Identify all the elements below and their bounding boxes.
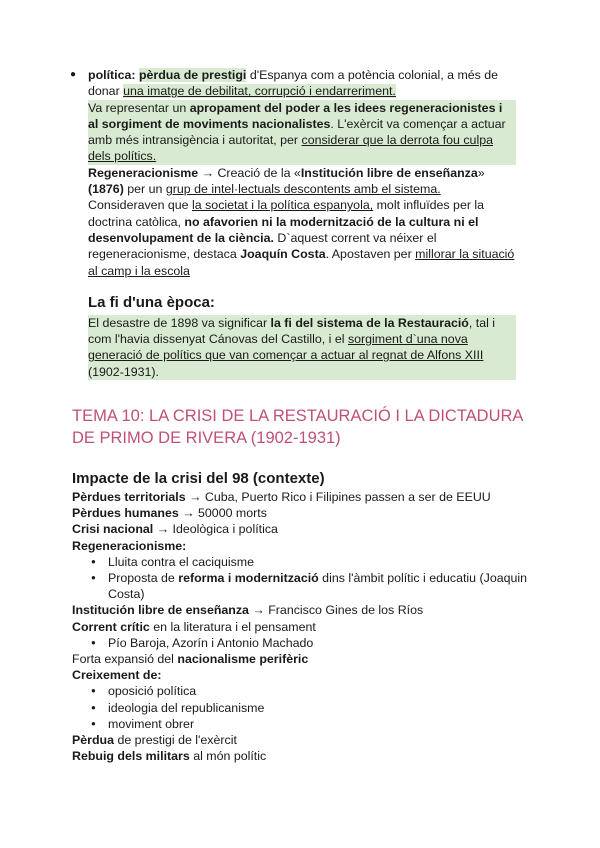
text-bold: Regeneracionisme:: [72, 538, 187, 553]
text-bold: Joaquín Costa: [240, 247, 326, 262]
text-underline: considerar que la derrota fou culpa dels polítics.: [88, 133, 493, 164]
line-perdua: [72, 732, 542, 748]
section-title: Impacte de la crisi del 98 (contexte): [72, 470, 325, 487]
text-bold: Rebuig dels militars: [72, 749, 190, 764]
text-underline: una imatge de debilitat, corrupció i endarreriment.: [123, 84, 396, 99]
section-impacte: [72, 470, 542, 764]
list-item: ● moviment obrer: [108, 716, 542, 732]
text: al món polític: [189, 749, 267, 764]
bullet-icon: ●: [70, 69, 77, 80]
top-notes: [70, 67, 516, 380]
text: d'Espanya com a potència colonial, a més de donar: [88, 68, 499, 99]
line-regeneracionisme: [72, 538, 542, 554]
text-bold: nacionalisme perifèric: [177, 652, 309, 667]
label-politica: política:: [88, 68, 139, 82]
text: → Ideològica i política: [153, 522, 278, 537]
text: → Creació de la «: [198, 165, 301, 180]
text-bold: no afavorien ni la modernització de la cultura ni el desenvolupament de la ciència.: [88, 214, 479, 245]
text: Proposta de: [108, 571, 179, 586]
text-underline: millorar la situació al camp i la escola: [88, 247, 515, 278]
text-underline: la societat i la política espanyola,: [192, 198, 374, 213]
paragraph-regeneracionisme: [88, 165, 516, 279]
list-item: [108, 570, 542, 602]
text-bold: Corrent crític: [72, 619, 150, 634]
text: . Apostaven per: [325, 247, 416, 262]
text: (1902-1931).: [88, 364, 159, 379]
list-item: ● Pío Baroja, Azorín i Antonio Machado: [108, 635, 542, 651]
text: de prestigi de l'exèrcit: [114, 733, 237, 748]
list-item: ● Lluita contra el caciquisme: [108, 554, 542, 570]
text: . L'exèrcit va començar a actuar amb més intransigència i autoritat, per: [88, 116, 506, 148]
text-underline: sorgiment d`una nova generació de polítics que van començar a actuar al regnat de Alfons XIII: [88, 332, 484, 363]
line-institucion: [72, 602, 542, 618]
line-perdues-humanes: [72, 505, 542, 521]
line-rebuig: [72, 748, 542, 764]
text-bold: Regeneracionisme: [88, 165, 199, 180]
line-corrent-critic: [72, 619, 542, 635]
text-bold: Institución libre de enseñanza: [300, 165, 478, 180]
list-regeneracionisme: [72, 554, 542, 603]
text: molt influïdes per la doctrina catòlica,: [88, 198, 485, 229]
text: D`aquest corrent va néixer el regeneracionisme, destaca: [88, 230, 437, 262]
text: Forta expansió del: [72, 652, 178, 667]
text: → 50000 morts: [178, 506, 267, 521]
line-creixement: [72, 667, 542, 683]
bullet-paragraph: [70, 67, 516, 100]
text-bold: Creixement de:: [72, 668, 162, 683]
list-corrent: [72, 635, 542, 651]
text: Consideraven que: [88, 198, 193, 213]
text-bold: Pèrdua: [72, 733, 115, 748]
text: dins l'àmbit polític i educatiu (Joaquin Costa): [108, 571, 528, 602]
text-bold: Crisi nacional: [72, 522, 154, 537]
text: → Cuba, Puerto Rico i Filipines passen a ser de EEUU: [185, 490, 491, 504]
text: El desastre de 1898 va significar: [88, 315, 271, 330]
list-creixement: [72, 683, 542, 732]
line-nacionalisme: [72, 651, 542, 667]
heading-fi-epoca: La fi d'una època:: [88, 293, 215, 311]
text: , tal i com l'havia dissenyat Cánovas del Castillo, i el: [88, 315, 496, 347]
text: en la literatura i el pensament: [149, 619, 316, 634]
text-bold: Pèrdues territorials: [72, 490, 186, 504]
text: »: [477, 165, 485, 180]
text-bold: (1876): [88, 182, 124, 197]
text: Va representar un: [88, 100, 190, 115]
text-bold: Pèrdues humanes: [72, 506, 179, 521]
paragraph-apropament: [88, 100, 516, 165]
text-bold: reforma i modernització: [178, 571, 319, 586]
tema-heading: TEMA 10: LA CRISI DE LA RESTAURACIÓ I LA DICTADURA DE PRIMO DE RIVERA (1902-1931): [72, 407, 523, 447]
text-underline: grup de intel·lectuals descontents amb el sistema.: [165, 182, 441, 197]
text: per un: [123, 182, 166, 197]
line-perdues-territorials: [72, 489, 542, 505]
list-item: ● ideologia del republicanisme: [108, 700, 542, 716]
text: → Francisco Gines de los Ríos: [248, 603, 424, 618]
text-bold: la fi del sistema de la Restauració: [270, 315, 469, 330]
text-bold: pèrdua de prestigi: [138, 68, 247, 82]
paragraph-desastre: [88, 315, 516, 380]
text-bold: Institución libre de enseñanza: [72, 603, 249, 618]
list-item: ● oposició política: [108, 683, 542, 699]
text-bold: apropament del poder a les idees regeneracionistes i al sorgiment de moviments nacionalistes: [88, 100, 503, 131]
line-crisi-nacional: [72, 521, 542, 537]
